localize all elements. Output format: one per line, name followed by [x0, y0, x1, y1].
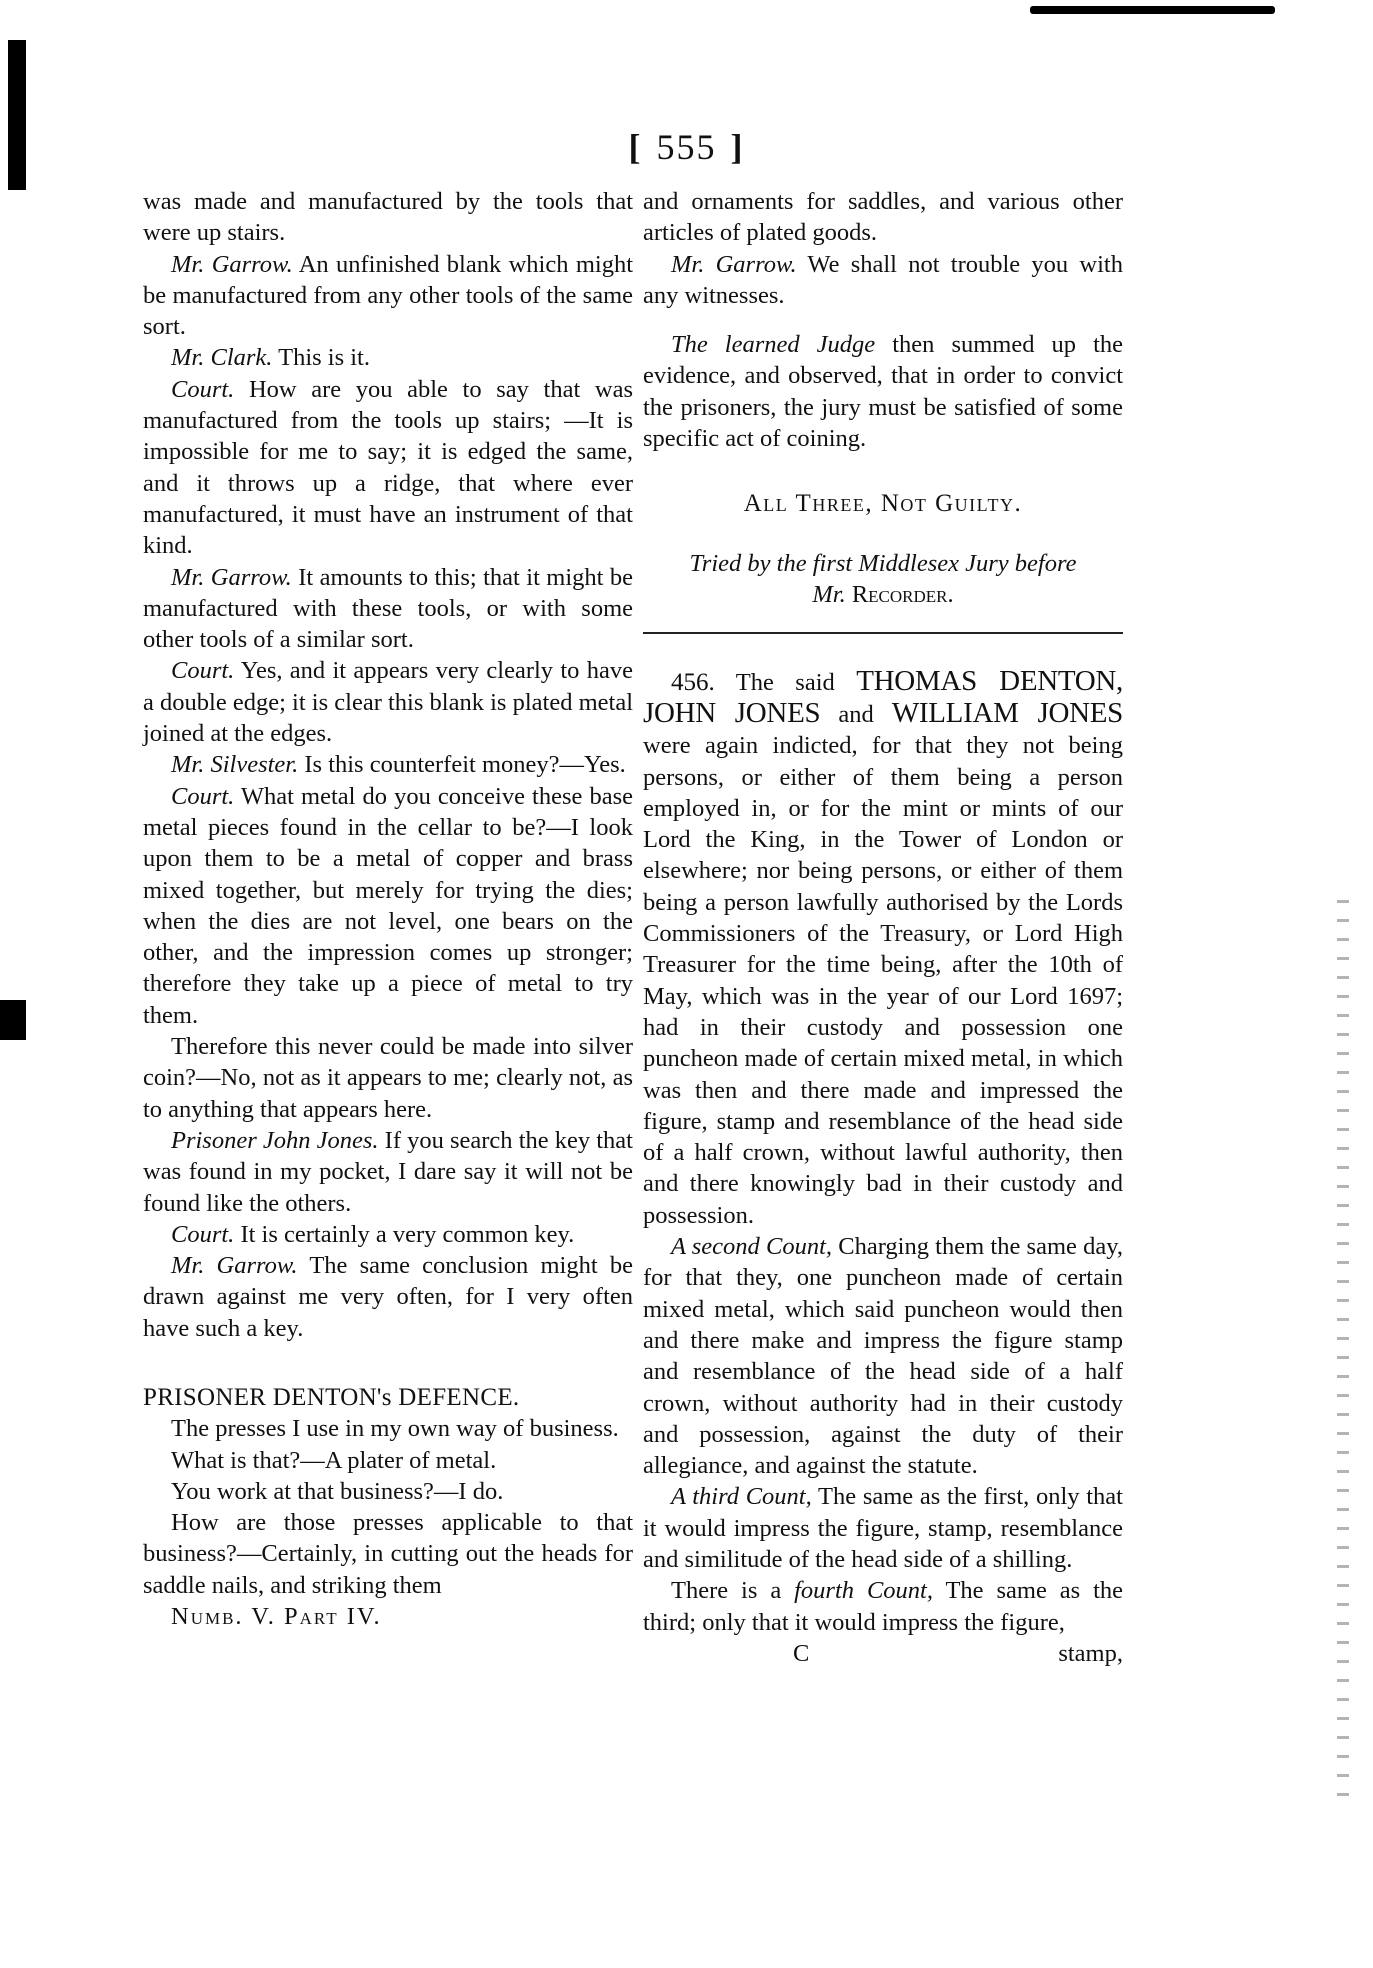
paragraph — [143, 655, 633, 749]
scan-top-rule — [1030, 6, 1275, 14]
defence-heading: PRISONER DENTON's DEFENCE. — [143, 1383, 520, 1411]
scan-edge-mark — [0, 1000, 26, 1040]
count-label: fourth Count, — [794, 1577, 933, 1605]
scan-specks — [1337, 900, 1349, 1800]
paragraph — [143, 749, 633, 780]
paragraph-text: The same conclusion might be drawn against me very often, for I very often have such a key. — [143, 1252, 633, 1342]
paragraph: How are those presses applicable to that business?—Certainly, in cutting out the heads for saddle nails, and striking them — [143, 1509, 633, 1599]
paragraph-text: were again indicted, for that they not being persons, or either of them being a person employed in, or for the mint or mints of our Lord the King, in the Tower of London or elsewhere; nor being persons, or either of them being a person lawfully authorised by the Lords Commissioners of the Treasury, or Lord High Treasurer for the time being, after the 10th of May, which was in the year of our Lord 1697; had in their custody and possession one puncheon made of certain mixed metal, in which was then and there made and impressed the figure, stamp and resemblance of the head side of a half crown, without lawful authority, then and there knowingly bad in their custody and possession. — [643, 732, 1123, 1229]
paragraph-text: How are you able to say that was manufactured from the tools up stairs; —It is impossible for me to say; it is edged the same, and it throws up a ridge, that where ever manufactured, it must have an instrument of that kind. — [143, 375, 633, 560]
paragraph — [143, 1250, 633, 1344]
paragraph: What is that?—A plater of metal. — [171, 1446, 497, 1474]
signature-mark: C — [793, 1639, 810, 1667]
recorder-name: Recorder. — [851, 580, 954, 608]
paragraph-text: The same as the third; only that it would impress the figure, — [643, 1577, 1124, 1636]
paragraph — [143, 1219, 633, 1250]
judge-label: The learned Judge — [671, 331, 876, 359]
paragraph: Therefore this never could be made into silver coin?—No, not as it appears to me; clearly not, as to anything that appears here. — [143, 1033, 633, 1123]
page-footer — [643, 1638, 1123, 1669]
speaker-name: Court. — [171, 375, 235, 403]
paragraph — [643, 1231, 1123, 1481]
speaker-name: Mr. Garrow. — [171, 563, 292, 591]
paragraph-text: It is certainly a very common key. — [234, 1220, 575, 1248]
case-paragraph — [643, 666, 1123, 1231]
speaker-name: Mr. Silvester. — [171, 751, 299, 779]
paragraph: You work at that business?—I do. — [171, 1477, 504, 1505]
speaker-name: Mr. Garrow. — [171, 1252, 298, 1280]
paragraph-text: What metal do you conceive these base metal pieces found in the cellar to be?—I look upon them to be a metal of copper and brass mixed together, but merely for trying the dies; when the dies are not level, one bears on the other, and the impression comes up stronger; therefore they take up a piece of metal to try them. — [143, 782, 633, 1029]
speaker-name: Mr. Garrow. — [671, 250, 797, 278]
case-number: 456. — [671, 668, 715, 696]
defendant-name: JOHN JONES — [643, 696, 821, 729]
speaker-name: Court. — [171, 782, 235, 810]
page-number: [ 555 ] — [628, 127, 745, 167]
speaker-name: Court. — [171, 1220, 235, 1248]
count-label: A second Count, — [671, 1233, 833, 1261]
tried-line: Tried by the first Middlesex Jury before — [689, 549, 1077, 577]
paragraph — [643, 329, 1123, 454]
paragraph-text: We shall not trouble you with any witnesses. — [643, 250, 1123, 309]
case-intro: The said — [714, 668, 857, 696]
conjunction: and — [820, 700, 892, 728]
section-divider — [643, 632, 1123, 634]
paragraph-text: This is it. — [272, 344, 370, 372]
speaker-name: Prisoner John Jones. — [171, 1126, 379, 1154]
paragraph: was made and manufactured by the tools that were up stairs. — [143, 188, 633, 247]
page-number-text: 555 — [656, 127, 717, 167]
paragraph: The presses I use in my own way of business. — [171, 1415, 619, 1443]
paragraph — [143, 1125, 633, 1219]
paragraph: and ornaments for saddles, and various other articles of plated goods. — [643, 188, 1123, 247]
right-column — [643, 186, 1123, 1669]
signature-line: Numb. V. Part IV. — [171, 1603, 382, 1631]
paragraph-text: Is this counterfeit money?—Yes. — [298, 751, 626, 779]
speaker-name: Court. — [171, 657, 235, 685]
paragraph — [643, 1481, 1123, 1575]
tried-line — [643, 579, 1123, 610]
paragraph-text: Yes, and it appears very clearly to have a double edge; it is clear this blank is plated metal joined at the edges. — [143, 657, 633, 748]
paragraph-text: Charging them the same day, for that they, one puncheon made of certain mixed metal, which said puncheon would then and there make and impress the figure stamp and resemblance of the head side of a half crown, without authority had in their custody and possession, against the duty of their allegiance, and against the statute. — [643, 1233, 1123, 1480]
paragraph — [643, 249, 1123, 312]
tried-prefix: Mr. — [812, 580, 846, 608]
paragraph-text: The same as the first, only that it would impress the figure, stamp, resemblance and similitude of the head side of a shilling. — [643, 1483, 1123, 1573]
paragraph-text: An unfinished blank which might be manufactured from any other tools of the same sort. — [143, 250, 634, 341]
speaker-name: Mr. Clark. — [171, 344, 273, 372]
spacer — [643, 311, 1123, 329]
paragraph — [143, 374, 633, 562]
speaker-name: Mr. Garrow. — [171, 250, 293, 278]
paragraph — [143, 562, 633, 656]
paragraph — [143, 342, 633, 373]
left-column — [143, 186, 633, 1632]
catchword: stamp, — [1058, 1639, 1123, 1667]
paragraph-text: then summed up the evidence, and observed, that in order to convict the prisoners, the jury must be satisfied of some specific act of coining. — [643, 331, 1123, 453]
paragraph-text: If you search the key that was found in my pocket, I dare say it will not be found like the others. — [143, 1126, 633, 1217]
count-prefix: There is a — [671, 1577, 795, 1605]
paragraph — [143, 781, 633, 1031]
spacer — [143, 1344, 633, 1374]
paragraph — [643, 1575, 1123, 1638]
count-label: A third Count, — [671, 1483, 812, 1511]
paragraph-text: It amounts to this; that it might be manufactured with these tools, or with some other tools of a similar sort. — [143, 563, 633, 654]
defendant-name: WILLIAM JONES — [891, 696, 1123, 729]
paragraph — [143, 249, 633, 343]
defendant-name: THOMAS DENTON, — [856, 664, 1123, 697]
verdict: All Three, Not Guilty. — [743, 490, 1023, 518]
